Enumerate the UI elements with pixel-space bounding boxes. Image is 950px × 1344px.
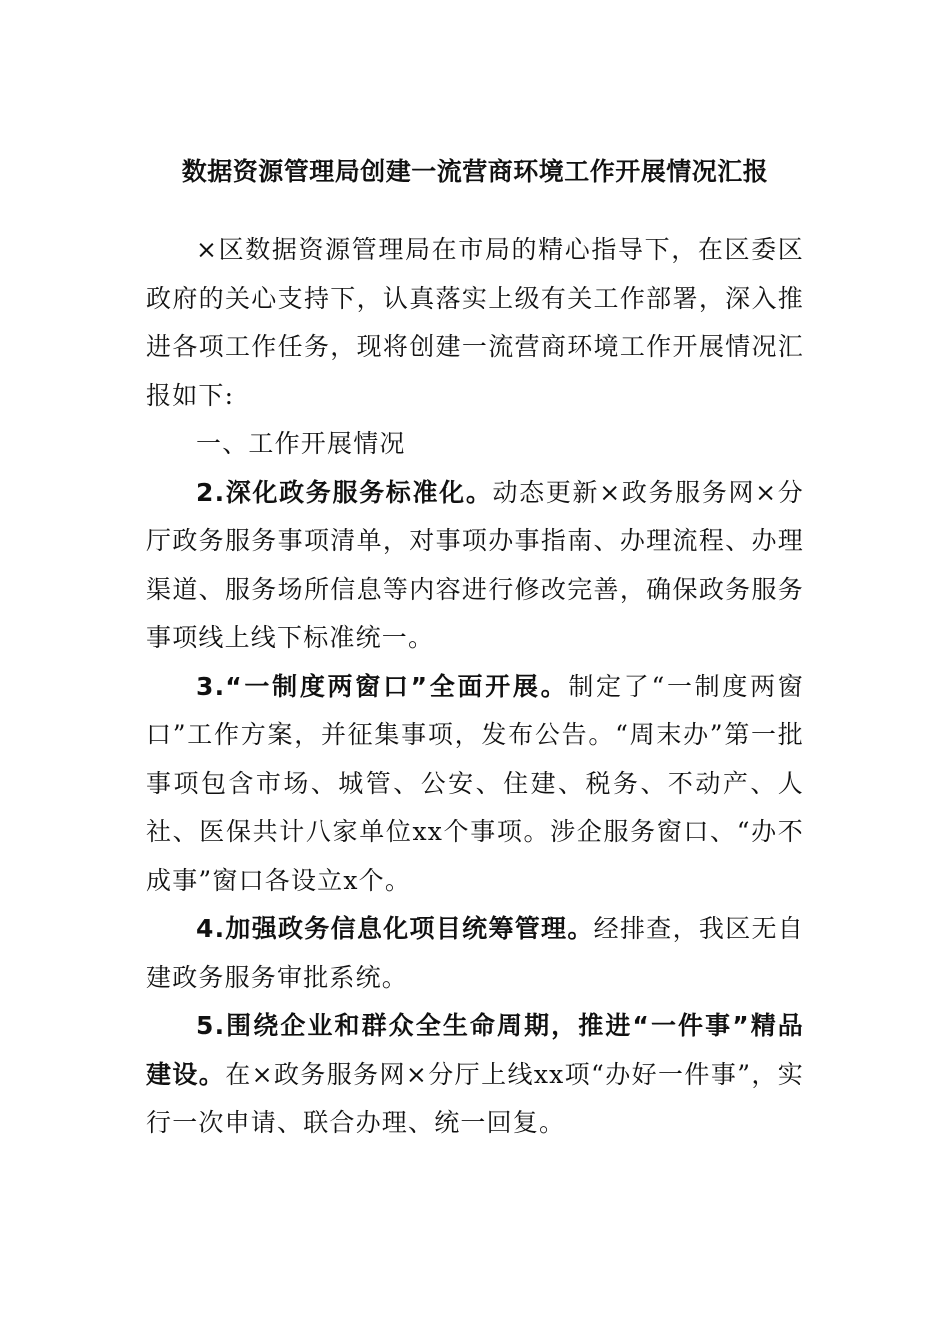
item-text: 动态更新×政务服务网×分厅政务服务事项清单，对事项办事指南、办理流程、办理渠道、服务场所信息等内容进行修改完善，确保政务服务事项线上线下标准统一。: [146, 477, 804, 652]
item-paragraph: [146, 1002, 804, 1148]
document-body: [146, 226, 804, 1148]
item-lead: 3.“一制度两窗口”全面开展。: [196, 671, 569, 701]
section-heading: 一、工作开展情况: [196, 429, 406, 458]
item-paragraph: [146, 905, 804, 1002]
item-text: 在×政务服务网×分厅上线xx项“办好一件事”，实行一次申请、联合办理、统一回复。: [146, 1059, 804, 1137]
item-paragraph: [146, 663, 804, 906]
item-lead: 4.加强政务信息化项目统筹管理。: [196, 914, 594, 943]
item-paragraph: [146, 469, 804, 663]
item-text: 经排查，我区无自建政务服务审批系统。: [146, 914, 805, 992]
item-text: 制定了“一制度两窗口”工作方案，并征集事项，发布公告。“周末办”第一批事项包含市场、城管、公安、住建、税务、不动产、人社、医保共计八家单位xx个事项。涉企服务窗口、“办不成事”窗口各设立x个。: [146, 671, 804, 895]
document-title: 数据资源管理局创建一流营商环境工作开展情况汇报: [181, 157, 769, 186]
item-lead: 5.围绕企业和群众全生命周期，推进“一件事”精品建设。: [146, 1011, 804, 1089]
item-lead: 2.深化政务服务标准化。: [196, 477, 493, 507]
intro-paragraph: ×区数据资源管理局在市局的精心指导下，在区委区政府的关心支持下，认真落实上级有关工作部署，深入推进各项工作任务，现将创建一流营商环境工作开展情况汇报如下:: [146, 235, 804, 410]
